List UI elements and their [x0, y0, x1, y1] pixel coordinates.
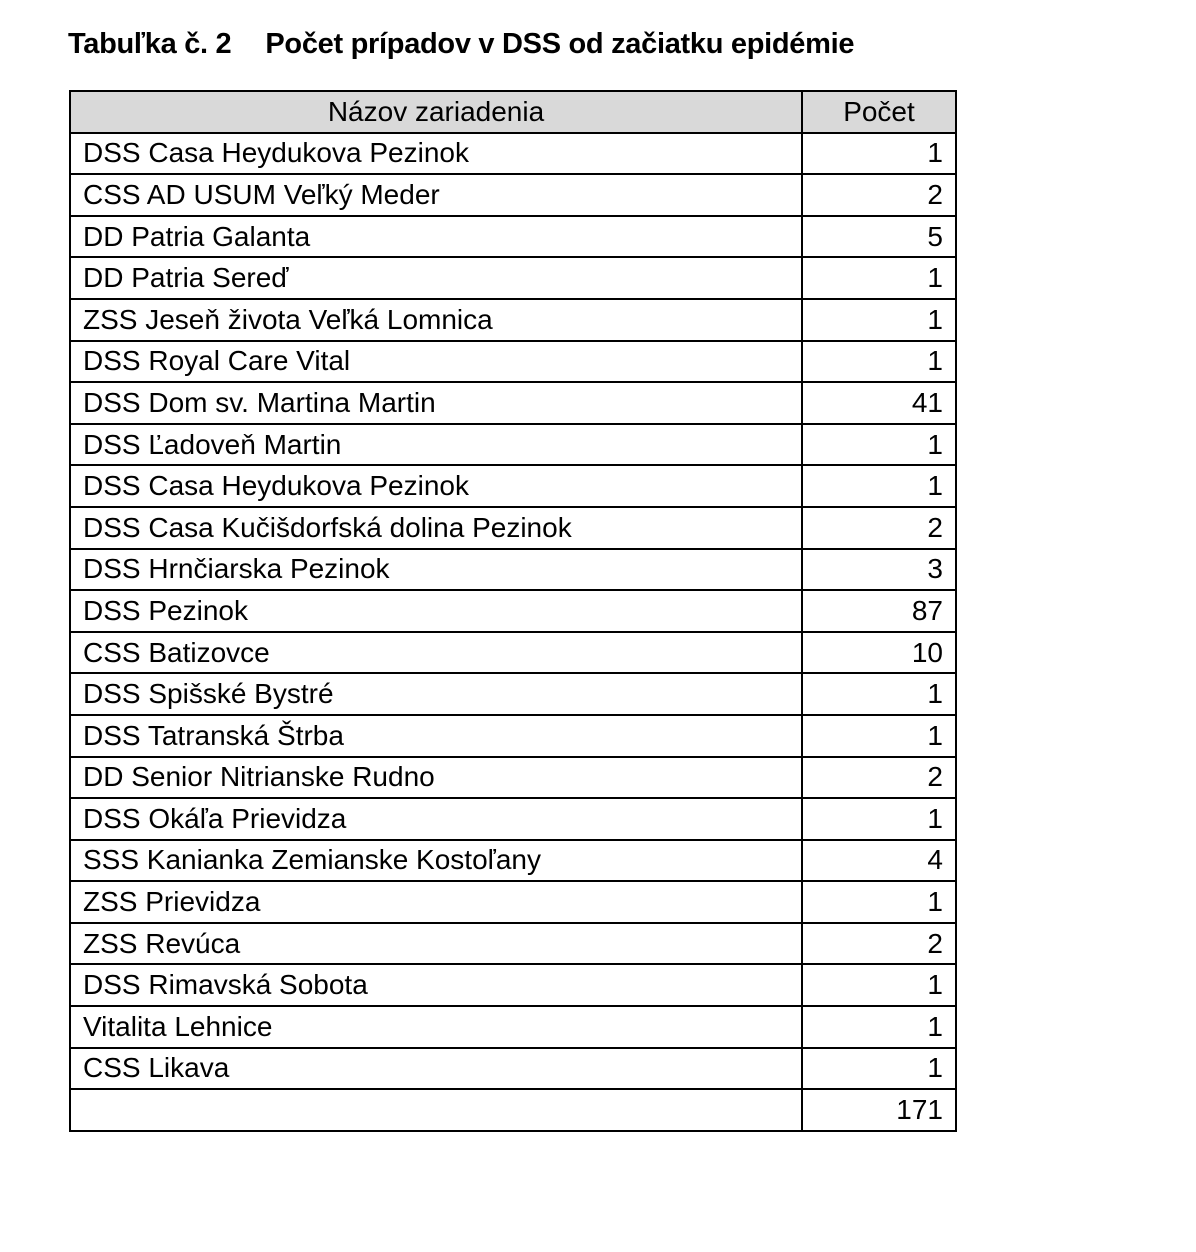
facility-name-cell: DSS Pezinok [70, 590, 802, 632]
table-row [70, 923, 956, 965]
table-row [70, 507, 956, 549]
table-row [70, 715, 956, 757]
case-count-cell: 1 [802, 1048, 956, 1090]
table-row [70, 341, 956, 383]
case-count-cell: 1 [802, 673, 956, 715]
case-count-cell: 1 [802, 341, 956, 383]
case-count-cell: 5 [802, 216, 956, 258]
table-row [70, 133, 956, 175]
header-row [70, 91, 956, 133]
case-count-cell: 1 [802, 424, 956, 466]
header-count: Počet [802, 91, 956, 133]
table-caption [68, 22, 854, 66]
facility-name-cell: DSS Royal Care Vital [70, 341, 802, 383]
facility-name-cell: ZSS Jeseň života Veľká Lomnica [70, 299, 802, 341]
case-count-cell: 3 [802, 549, 956, 591]
facility-name-cell: CSS AD USUM Veľký Meder [70, 174, 802, 216]
facility-name-cell: ZSS Revúca [70, 923, 802, 965]
table-row [70, 549, 956, 591]
table-body [70, 133, 956, 1090]
table-title: Počet prípadov v DSS od začiatku epidémie [265, 28, 855, 60]
table-row [70, 840, 956, 882]
case-count-cell: 2 [802, 757, 956, 799]
table-row [70, 1048, 956, 1090]
total-count: 171 [802, 1089, 956, 1131]
case-count-cell: 1 [802, 1006, 956, 1048]
facility-name-cell: CSS Batizovce [70, 632, 802, 674]
table-row [70, 174, 956, 216]
table-row [70, 881, 956, 923]
case-count-cell: 1 [802, 465, 956, 507]
facility-name-cell: DSS Rimavská Sobota [70, 964, 802, 1006]
case-count-cell: 1 [802, 257, 956, 299]
table-row [70, 673, 956, 715]
facility-name-cell: DSS Spišské Bystré [70, 673, 802, 715]
case-count-cell: 10 [802, 632, 956, 674]
table-row [70, 424, 956, 466]
facility-name-cell: ZSS Prievidza [70, 881, 802, 923]
facility-name-cell: DSS Okáľa Prievidza [70, 798, 802, 840]
facility-name-cell: DSS Dom sv. Martina Martin [70, 382, 802, 424]
case-count-cell: 2 [802, 507, 956, 549]
facility-name-cell: DSS Casa Heydukova Pezinok [70, 133, 802, 175]
case-count-cell: 1 [802, 798, 956, 840]
table-row [70, 590, 956, 632]
facility-name-cell: DD Patria Galanta [70, 216, 802, 258]
header-facility-name: Názov zariadenia [70, 91, 802, 133]
case-count-cell: 4 [802, 840, 956, 882]
case-count-cell: 1 [802, 133, 956, 175]
facility-name-cell: DSS Casa Kučišdorfská dolina Pezinok [70, 507, 802, 549]
table-row [70, 257, 956, 299]
table-row [70, 757, 956, 799]
facility-name-cell: SSS Kanianka Zemianske Kostoľany [70, 840, 802, 882]
case-count-cell: 1 [802, 715, 956, 757]
case-count-cell: 2 [802, 174, 956, 216]
facility-name-cell: DD Patria Sereď [70, 257, 802, 299]
case-count-cell: 1 [802, 299, 956, 341]
table-number: Tabuľka č. 2 [68, 28, 232, 60]
table-row [70, 465, 956, 507]
case-count-cell: 87 [802, 590, 956, 632]
case-count-cell: 1 [802, 964, 956, 1006]
table-row [70, 382, 956, 424]
table-row [70, 798, 956, 840]
table-row [70, 1006, 956, 1048]
facility-name-cell: DSS Ľadoveň Martin [70, 424, 802, 466]
facility-name-cell: DSS Casa Heydukova Pezinok [70, 465, 802, 507]
case-count-cell: 2 [802, 923, 956, 965]
facility-name-cell: DD Senior Nitrianske Rudno [70, 757, 802, 799]
case-count-cell: 41 [802, 382, 956, 424]
total-label [70, 1089, 802, 1131]
facility-name-cell: Vitalita Lehnice [70, 1006, 802, 1048]
facility-name-cell: CSS Likava [70, 1048, 802, 1090]
cases-table [69, 90, 957, 1132]
table-row [70, 964, 956, 1006]
total-row [70, 1089, 956, 1131]
table-row [70, 632, 956, 674]
facility-name-cell: DSS Tatranská Štrba [70, 715, 802, 757]
table-row [70, 299, 956, 341]
case-count-cell: 1 [802, 881, 956, 923]
table-row [70, 216, 956, 258]
facility-name-cell: DSS Hrnčiarska Pezinok [70, 549, 802, 591]
